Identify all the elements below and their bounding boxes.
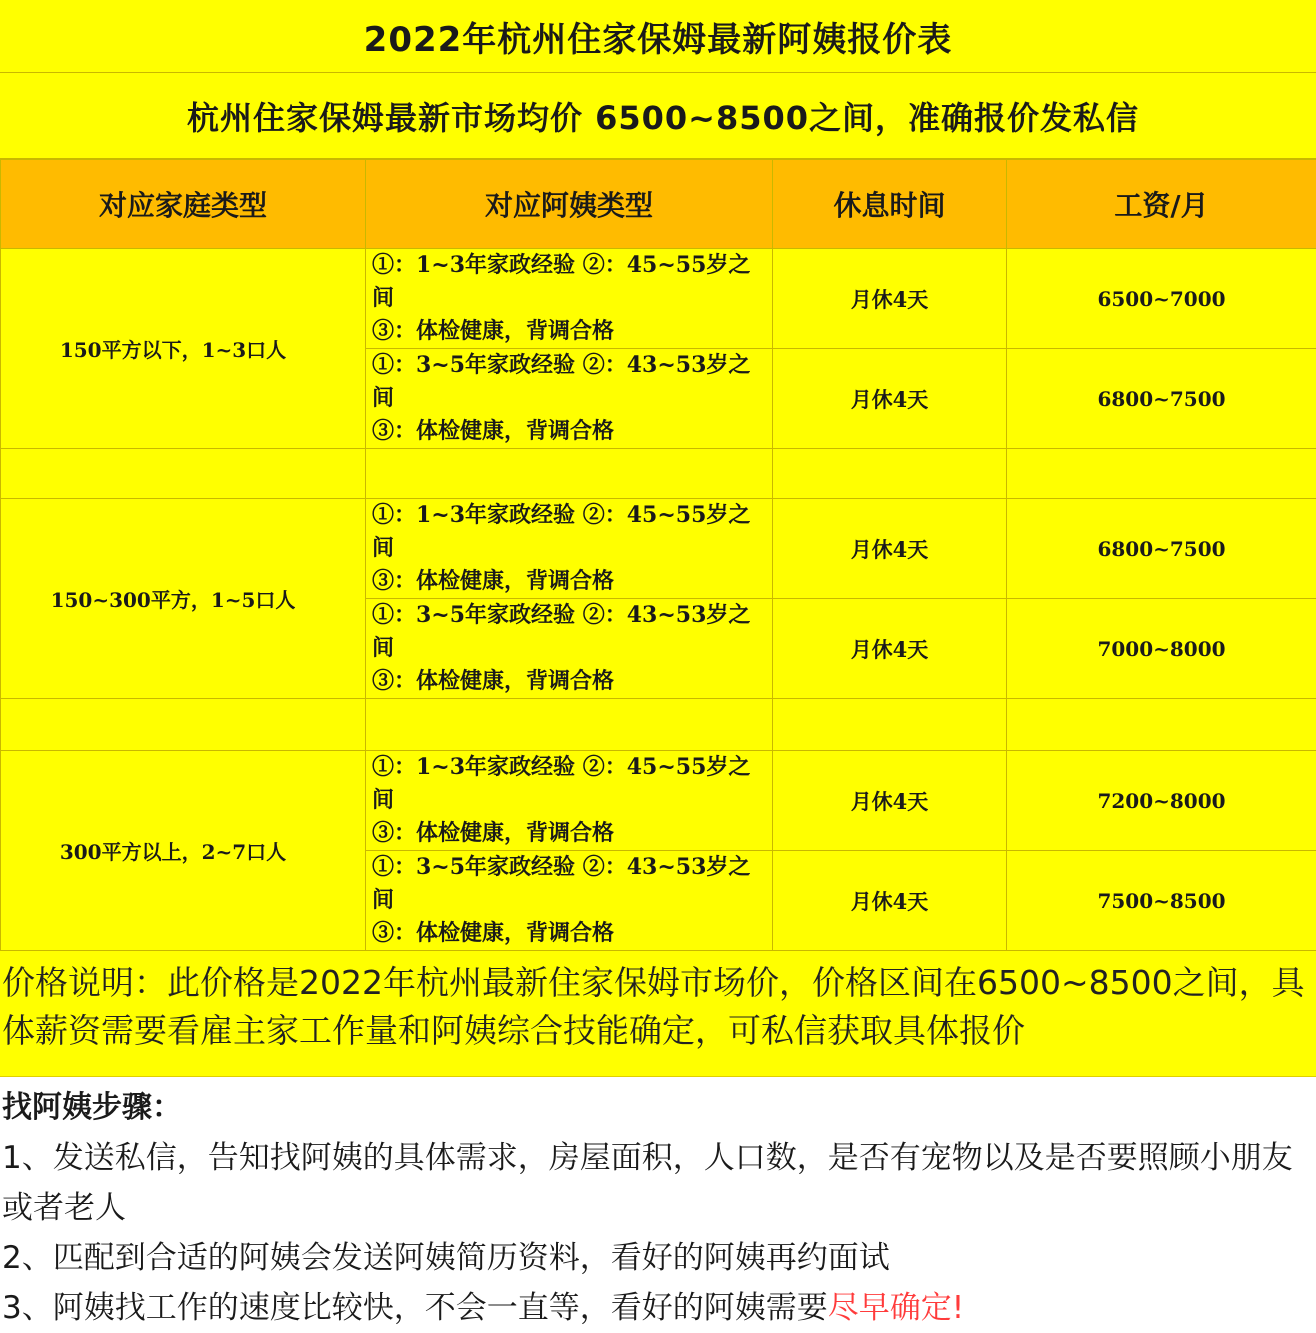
spacer-cell: [773, 699, 1007, 751]
auntie-type-cell: [366, 851, 773, 951]
rest-cell: 月休4天: [773, 249, 1007, 349]
auntie-line-2: ③：体检健康，背调合格: [372, 817, 772, 850]
wage-cell: 6800~7500: [1007, 499, 1316, 599]
table-row: [1, 249, 1316, 349]
auntie-line-2: ③：体检健康，背调合格: [372, 415, 772, 448]
auntie-line-1: ①：3~5年家政经验 ②：43~53岁之间: [372, 851, 772, 917]
rest-cell: 月休4天: [773, 499, 1007, 599]
family-type-cell: 150平方以下，1~3口人: [1, 249, 366, 449]
spacer-cell: [1, 699, 366, 751]
price-table: [0, 159, 1316, 951]
auntie-line-1: ①：1~3年家政经验 ②：45~55岁之间: [372, 499, 772, 565]
step-2: 2、匹配到合适的阿姨会发送阿姨简历资料，看好的阿姨再约面试: [2, 1233, 1316, 1283]
header-auntie: 对应阿姨类型: [366, 160, 773, 249]
family-type-cell: 300平方以上，2~7口人: [1, 751, 366, 951]
steps-section: [0, 1077, 1316, 1333]
auntie-line-1: ①：3~5年家政经验 ②：43~53岁之间: [372, 349, 772, 415]
wage-cell: 7500~8500: [1007, 851, 1316, 951]
table-row: [1, 499, 1316, 599]
auntie-type-cell: [366, 599, 773, 699]
table-header-row: [1, 160, 1316, 249]
step-3-highlight: 尽早确定!: [828, 1290, 964, 1326]
spacer-cell: [1007, 449, 1316, 499]
spacer-row: [1, 699, 1316, 751]
auntie-type-cell: [366, 499, 773, 599]
page-subtitle: 杭州住家保姆最新市场均价 6500~8500之间，准确报价发私信: [0, 73, 1316, 159]
wage-cell: 7200~8000: [1007, 751, 1316, 851]
step-3-text: 3、阿姨找工作的速度比较快，不会一直等，看好的阿姨需要: [2, 1290, 828, 1326]
price-note: 价格说明：此价格是2022年杭州最新住家保姆市场价，价格区间在6500~8500之间，具体薪资需要看雇主家工作量和阿姨综合技能确定，可私信获取具体报价: [0, 951, 1316, 1077]
auntie-type-cell: [366, 751, 773, 851]
auntie-line-2: ③：体检健康，背调合格: [372, 917, 772, 950]
auntie-line-2: ③：体检健康，背调合格: [372, 315, 772, 348]
rest-cell: 月休4天: [773, 349, 1007, 449]
auntie-line-2: ③：体检健康，背调合格: [372, 565, 772, 598]
wage-cell: 6500~7000: [1007, 249, 1316, 349]
spacer-cell: [366, 699, 773, 751]
auntie-line-1: ①：1~3年家政经验 ②：45~55岁之间: [372, 751, 772, 817]
page-title: 2022年杭州住家保姆最新阿姨报价表: [0, 0, 1316, 73]
spacer-row: [1, 449, 1316, 499]
header-rest: 休息时间: [773, 160, 1007, 249]
steps-heading: 找阿姨步骤：: [2, 1083, 1316, 1133]
auntie-type-cell: [366, 249, 773, 349]
step-1: 1、发送私信，告知找阿姨的具体需求，房屋面积，人口数，是否有宠物以及是否要照顾小朋友或者老人: [2, 1133, 1316, 1233]
auntie-type-cell: [366, 349, 773, 449]
step-3: [2, 1283, 1316, 1333]
header-family: 对应家庭类型: [1, 160, 366, 249]
rest-cell: 月休4天: [773, 751, 1007, 851]
header-wage: 工资/月: [1007, 160, 1316, 249]
rest-cell: 月休4天: [773, 851, 1007, 951]
spacer-cell: [773, 449, 1007, 499]
family-type-cell: 150~300平方，1~5口人: [1, 499, 366, 699]
spacer-cell: [1, 449, 366, 499]
wage-cell: 6800~7500: [1007, 349, 1316, 449]
table-row: [1, 751, 1316, 851]
auntie-line-1: ①：3~5年家政经验 ②：43~53岁之间: [372, 599, 772, 665]
auntie-line-2: ③：体检健康，背调合格: [372, 665, 772, 698]
rest-cell: 月休4天: [773, 599, 1007, 699]
spacer-cell: [1007, 699, 1316, 751]
spacer-cell: [366, 449, 773, 499]
auntie-line-1: ①：1~3年家政经验 ②：45~55岁之间: [372, 249, 772, 315]
wage-cell: 7000~8000: [1007, 599, 1316, 699]
